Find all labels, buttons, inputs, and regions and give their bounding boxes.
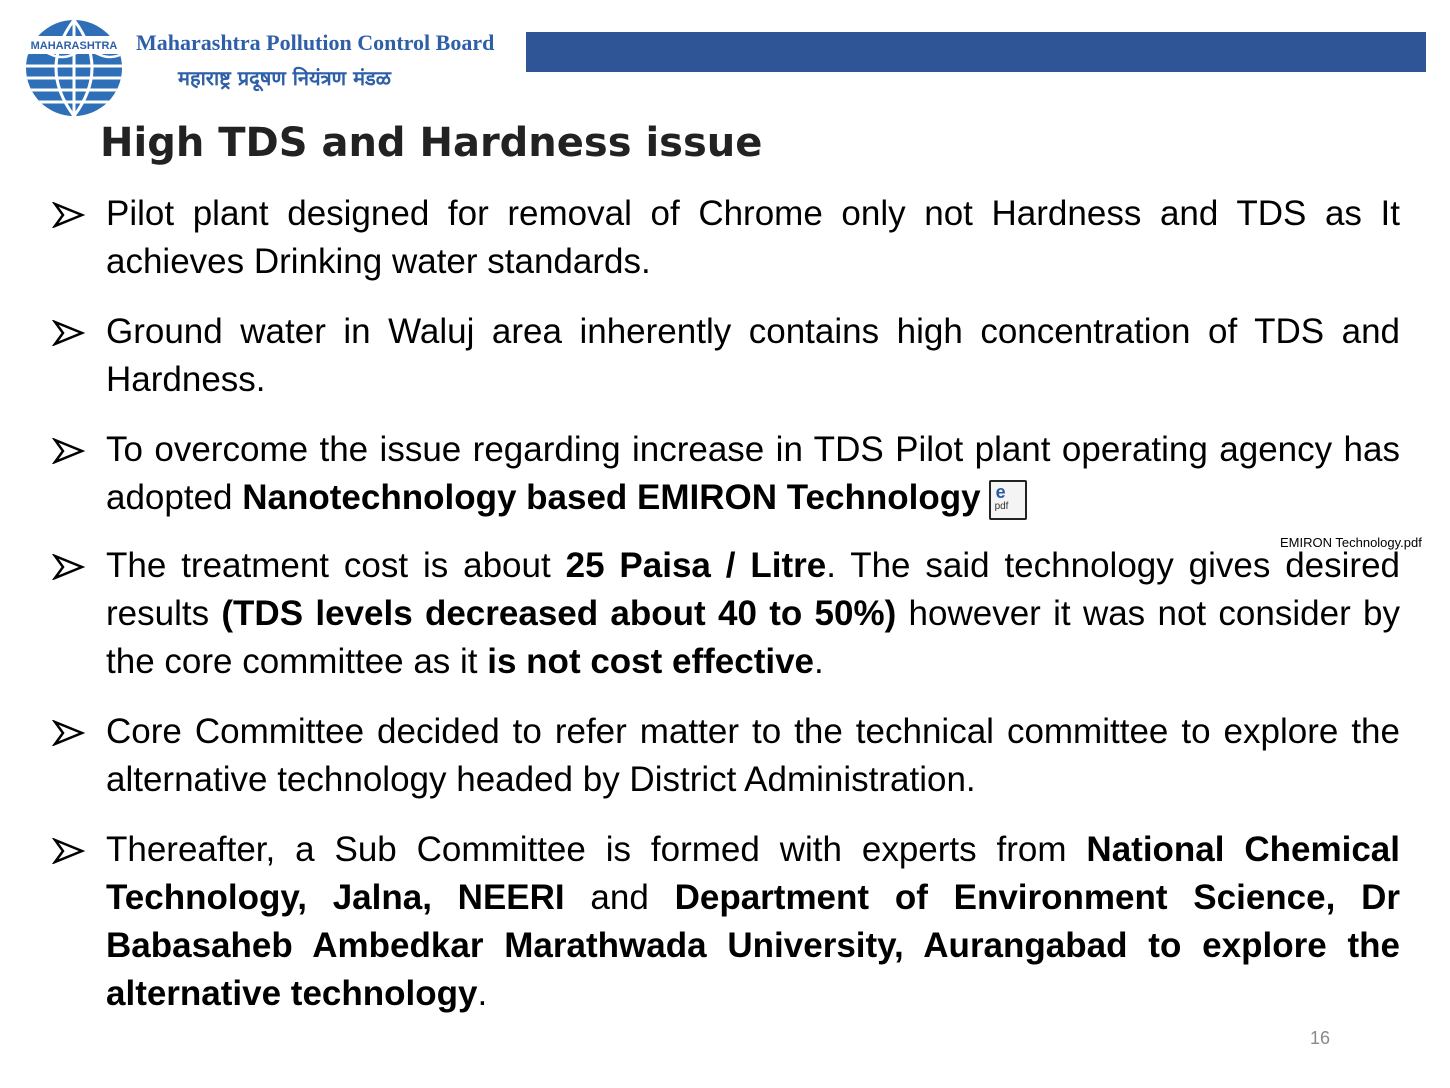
arrow-bullet-icon xyxy=(52,720,86,746)
bullet-bold-text: Nanotechnology based EMIRON Technology xyxy=(242,478,981,517)
bullet-text: however it was not consider by the core committee as it xyxy=(106,594,1400,681)
attachment-icon-letter: e xyxy=(995,481,1006,502)
bullet-item xyxy=(52,426,1400,522)
attachment-filename[interactable]: EMIRON Technology.pdf xyxy=(1280,535,1422,550)
bullet-item xyxy=(52,826,1400,1018)
arrow-bullet-icon xyxy=(52,320,86,346)
bullet-text: To overcome the issue regarding increase in TDS Pilot plant operating agency has adopted xyxy=(106,430,1400,517)
slide-title: High TDS and Hardness issue xyxy=(100,120,763,166)
bullet-item xyxy=(52,308,1400,404)
bullet-bold-text: Department of Environment Science, Dr Babasaheb Ambedkar Marathwada University, Aurangabad to explore the alternative technology xyxy=(106,878,1400,1013)
bullet-item xyxy=(52,190,1400,286)
emblem-label: MAHARASHTRA xyxy=(30,40,118,52)
bullet-text: Pilot plant designed for removal of Chrome only not Hardness and TDS as It achieves Drinking water standards. xyxy=(106,194,1400,281)
bullet-list xyxy=(52,190,1400,1018)
mpcb-logo xyxy=(18,12,518,120)
bullet-bold-text: National Chemical Technology, Jalna, NEERI xyxy=(106,830,1400,917)
attachment-icon-subtext: pdf xyxy=(994,500,1009,512)
bullet-bold-text: 25 Paisa / Litre xyxy=(565,546,827,585)
arrow-bullet-icon xyxy=(52,554,86,580)
bullet-text: . The said technology gives desired results xyxy=(106,546,1401,633)
org-name-marathi: महाराष्ट्र प्रदूषण नियंत्रण मंडळ xyxy=(178,66,391,90)
bullet-text: and xyxy=(564,878,675,917)
bullet-item xyxy=(52,542,1400,686)
bullet-bold-text: (TDS levels decreased about 40 to 50%) xyxy=(221,594,897,633)
header-bar xyxy=(526,32,1426,72)
bullet-text: . xyxy=(477,974,488,1013)
arrow-bullet-icon xyxy=(52,838,86,864)
bullet-text: Ground water in Waluj area inherently contains high concentration of TDS and Hardness. xyxy=(106,312,1400,399)
bullet-item xyxy=(52,708,1400,804)
org-name-english: Maharashtra Pollution Control Board xyxy=(136,30,495,55)
bullet-text: Thereafter, a Sub Committee is formed with experts from xyxy=(106,830,1087,869)
arrow-bullet-icon xyxy=(52,202,86,228)
bullet-text: . xyxy=(814,642,824,681)
bullet-text: Core Committee decided to refer matter to the technical committee to explore the alternative technology headed by District Administration. xyxy=(106,712,1400,799)
pdf-attachment-icon[interactable] xyxy=(989,480,1027,520)
mpcb-emblem-icon xyxy=(18,12,130,118)
page-number: 16 xyxy=(1310,1028,1331,1048)
arrow-bullet-icon xyxy=(52,438,86,464)
bullet-bold-text: is not cost effective xyxy=(487,642,815,681)
bullet-text: The treatment cost is about xyxy=(106,546,566,585)
